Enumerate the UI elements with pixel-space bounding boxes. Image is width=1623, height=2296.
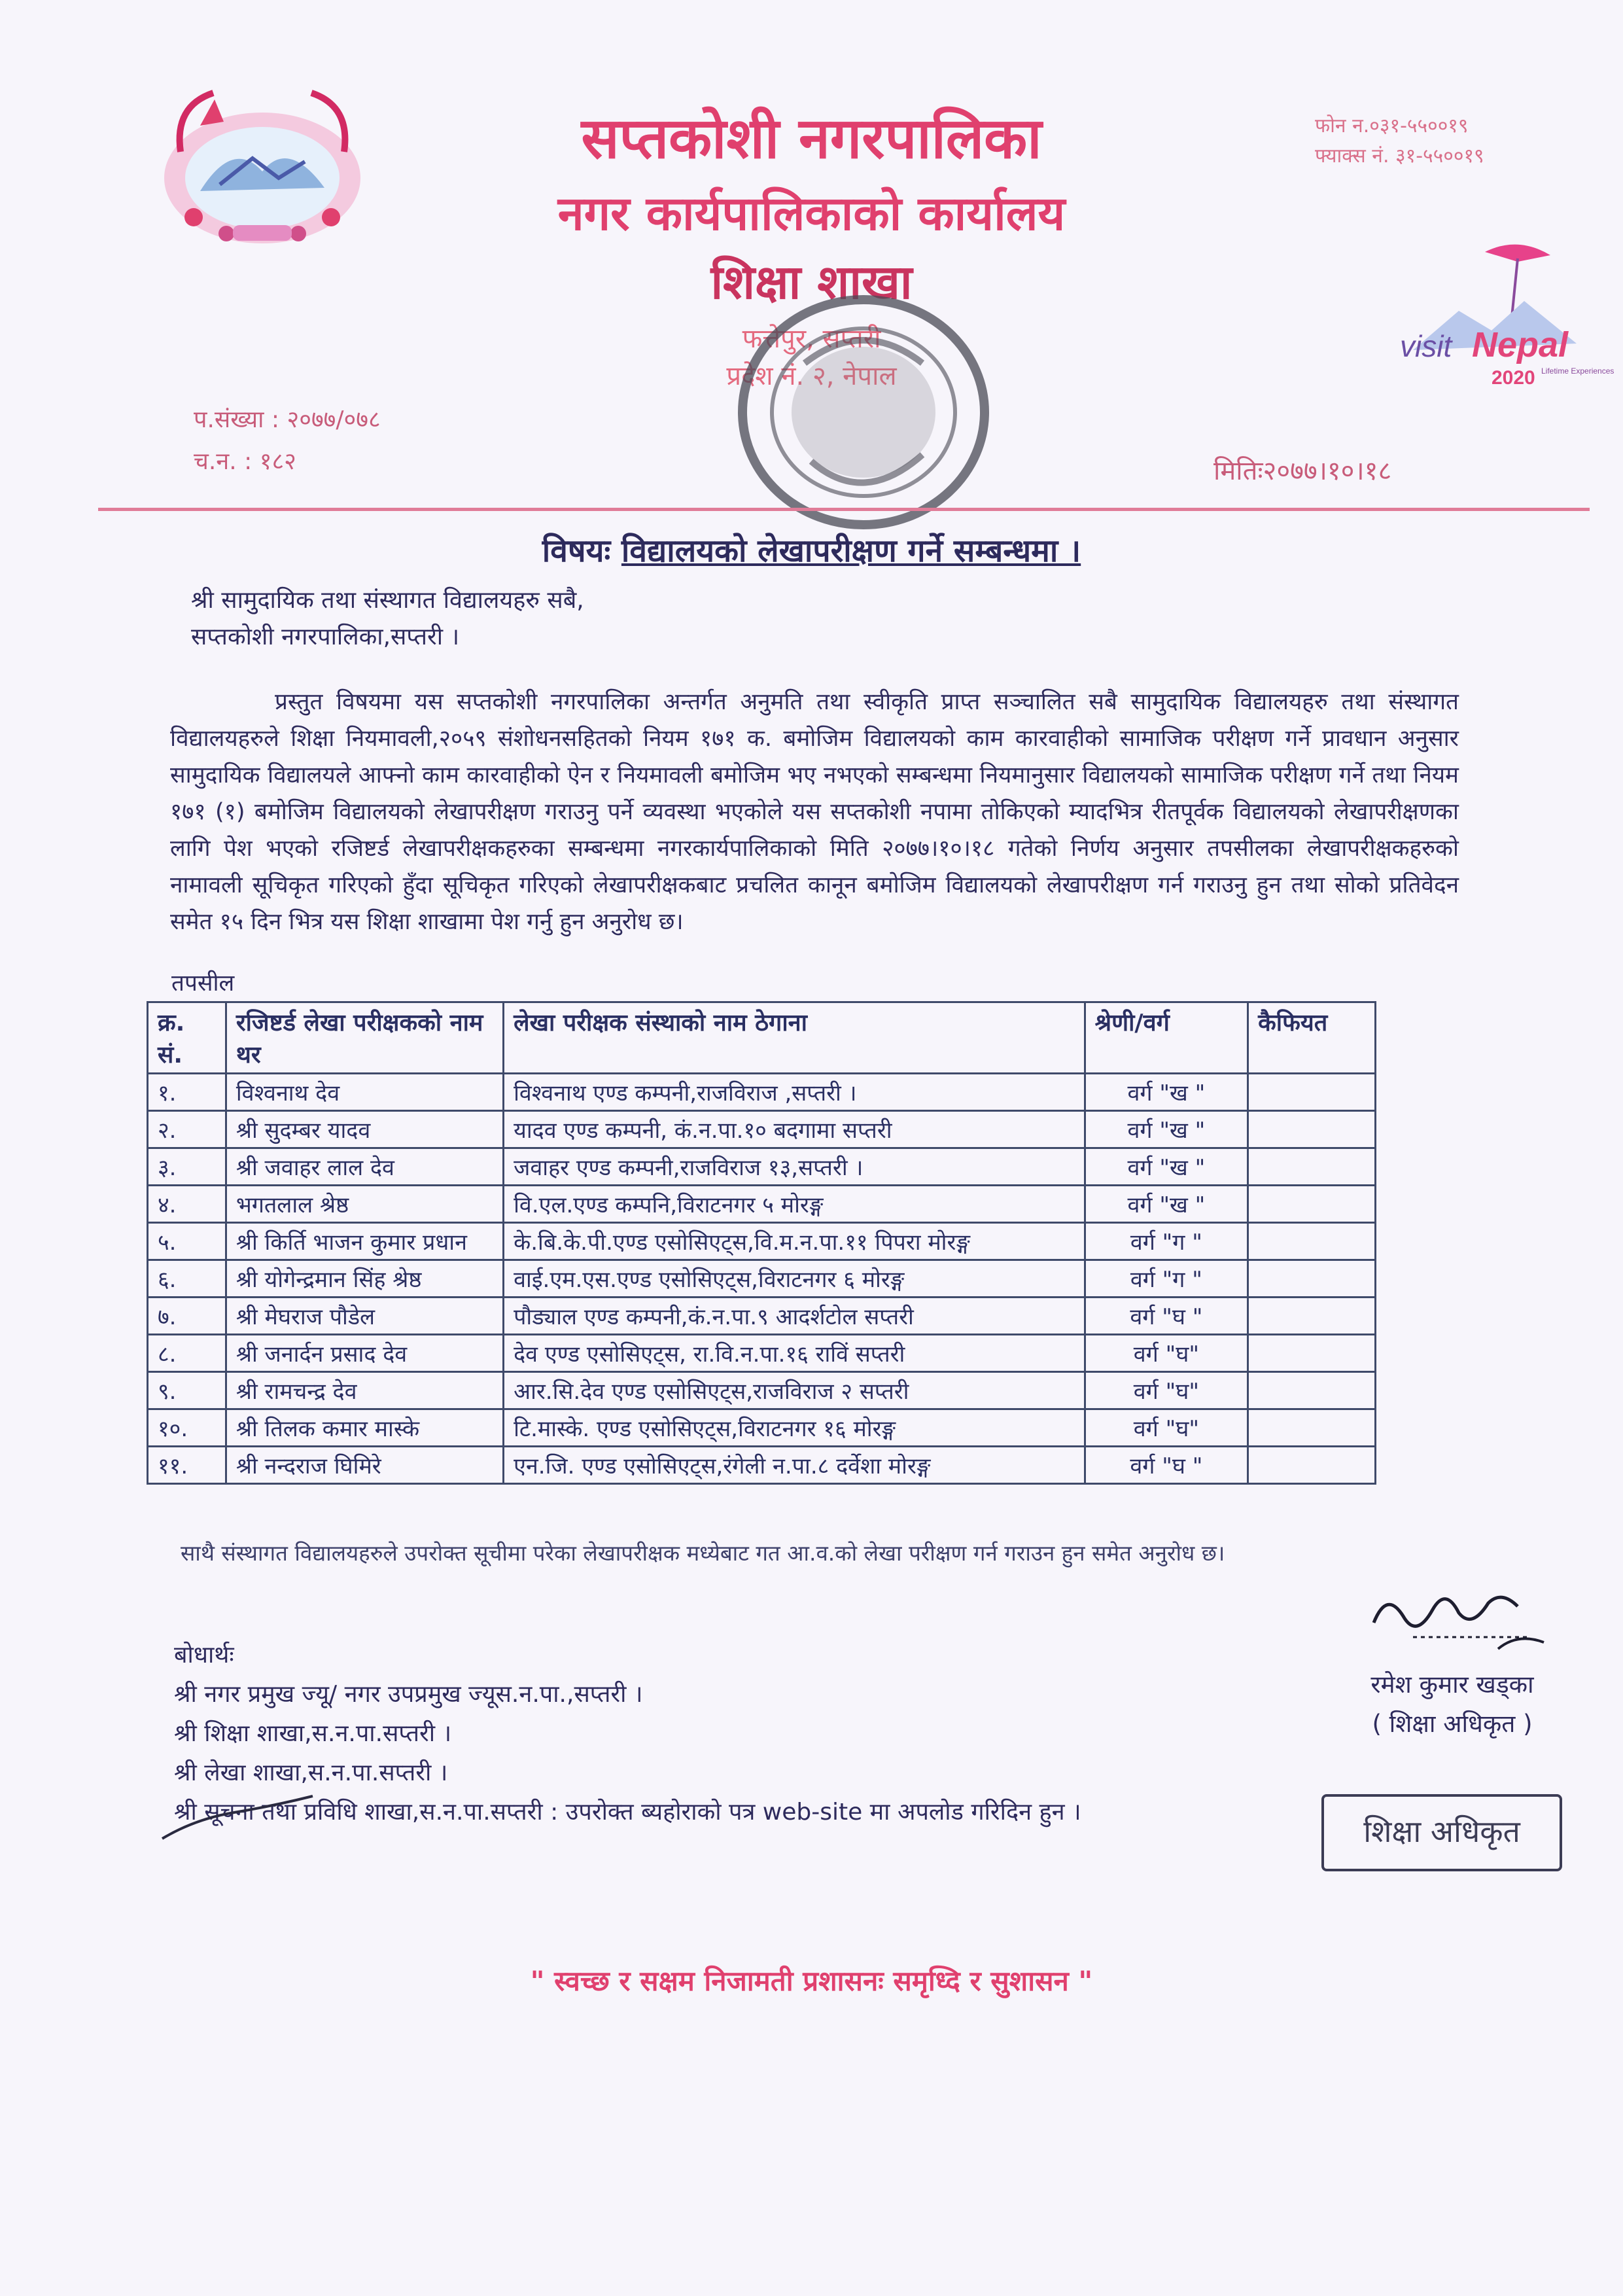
visit-text: visit <box>1400 329 1452 363</box>
class-cell: वर्ग "घ" <box>1085 1372 1248 1409</box>
serial-cell: ७. <box>148 1298 226 1335</box>
addressee-line-1: श्री सामुदायिक तथा संस्थागत विद्यालयहरु सबै, <box>191 587 584 614</box>
firm-address-cell: यादव एण्ड कम्पनी, कं.न.पा.१० बदगामा सप्तरी <box>504 1111 1085 1148</box>
remarks-cell <box>1248 1409 1376 1447</box>
col-remarks-header: कैफियत <box>1248 1002 1376 1074</box>
signatory-block <box>1348 1665 1557 1744</box>
table-row <box>148 1260 1376 1298</box>
class-cell: वर्ग "ख " <box>1085 1111 1248 1148</box>
table-row <box>148 1148 1376 1186</box>
serial-cell: ३. <box>148 1148 226 1186</box>
footer-motto: " स्वच्छ र सक्षम निजामती प्रशासनः समृध्दि र सुशासन " <box>530 1965 1093 1997</box>
office-name: नगर कार्यपालिकाको कार्यालय <box>557 186 1066 241</box>
col-class-header: श्रेणी/वर्ग <box>1085 1002 1248 1074</box>
table-row <box>148 1223 1376 1260</box>
schedule-label: तपसील <box>171 970 235 997</box>
copy-to-item: श्री शिक्षा शाखा,स.न.पा.सप्तरी । <box>174 1720 452 1747</box>
addressee <box>191 582 584 656</box>
serial-cell: ११. <box>148 1447 226 1484</box>
address-line-2: प्रदेश नं. २, नेपाल <box>726 361 897 391</box>
fax-number: फ्याक्स नं. ३१-५५००१९ <box>1315 145 1484 168</box>
firm-address-cell: के.बि.के.पी.एण्ड एसोसिएट्स,वि.म.न.पा.११ पिपरा मोरङ्ग <box>504 1223 1085 1260</box>
auditor-name-cell: श्री किर्ति भाजन कुमार प्रधान <box>226 1223 503 1260</box>
table-row <box>148 1186 1376 1223</box>
table-row <box>148 1447 1376 1484</box>
class-cell: वर्ग "ग " <box>1085 1223 1248 1260</box>
auditor-name-cell: श्री नन्दराज घिमिरे <box>226 1447 503 1484</box>
col-serial-header: क्र. सं. <box>148 1002 226 1074</box>
subject-text: विद्यालयको लेखापरीक्षण गर्ने सम्बन्धमा । <box>621 533 1081 569</box>
designation-stamp: शिक्षा अधिकृत <box>1321 1794 1562 1871</box>
table-row <box>148 1335 1376 1372</box>
serial-cell: ४. <box>148 1186 226 1223</box>
auditor-name-cell: भगतलाल श्रेष्ठ <box>226 1186 503 1223</box>
serial-cell: १. <box>148 1074 226 1111</box>
auditor-name-cell: श्री जवाहर लाल देव <box>226 1148 503 1186</box>
table-row <box>148 1409 1376 1447</box>
class-cell: वर्ग "घ" <box>1085 1409 1248 1447</box>
nepal-text: Nepal <box>1472 325 1569 364</box>
auditor-list-table <box>147 1001 1376 1485</box>
tagline-text: Lifetime Experiences <box>1541 366 1614 376</box>
copy-to-item: श्री सूचना तथा प्रविधि शाखा,स.न.पा.सप्तरी : उपरोक्त ब्यहोराको पत्र web-site मा अपलोड गरिदिन हुन । <box>174 1799 1081 1826</box>
copy-to-label: बोधार्थः <box>174 1642 234 1669</box>
table-row <box>148 1372 1376 1409</box>
firm-address-cell: वि.एल.एण्ड कम्पनि,विराटनगर ५ मोरङ्ग <box>504 1186 1085 1223</box>
serial-cell: ६. <box>148 1260 226 1298</box>
remarks-cell <box>1248 1372 1376 1409</box>
letter-number: प.संख्या : २०७७/०७८ <box>194 406 381 433</box>
table-row <box>148 1074 1376 1111</box>
signatory-name: रमेश कुमार खड्का <box>1370 1670 1534 1699</box>
address-line-1: फत्तेपुर, सप्तरी <box>742 324 881 354</box>
remarks-cell <box>1248 1186 1376 1223</box>
municipality-name: सप्तकोशी नगरपालिका <box>581 106 1042 171</box>
auditor-name-cell: श्री तिलक कमार मास्के <box>226 1409 503 1447</box>
remarks-cell <box>1248 1223 1376 1260</box>
auditor-name-cell: श्री जनार्दन प्रसाद देव <box>226 1335 503 1372</box>
letter-date: मितिः२०७७।१०।१८ <box>1213 456 1392 486</box>
header-divider <box>98 508 1590 511</box>
remarks-cell <box>1248 1335 1376 1372</box>
table-row <box>148 1111 1376 1148</box>
firm-address-cell: टि.मास्के. एण्ड एसोसिएट्स,विराटनगर १६ मोरङ्ग <box>504 1409 1085 1447</box>
contact-info <box>1315 111 1484 171</box>
office-seal-stamp <box>733 291 994 533</box>
serial-cell: १०. <box>148 1409 226 1447</box>
auditor-name-cell: श्री योगेन्द्रमान सिंह श्रेष्ठ <box>226 1260 503 1298</box>
firm-address-cell: पौड्याल एण्ड कम्पनी,कं.न.पा.९ आदर्शटोल सप्तरी <box>504 1298 1085 1335</box>
class-cell: वर्ग "ख " <box>1085 1186 1248 1223</box>
signatory-designation: ( शिक्षा अधिकृत ) <box>1372 1710 1533 1738</box>
firm-address-cell: विश्वनाथ एण्ड कम्पनी,राजविराज ,सप्तरी । <box>504 1074 1085 1111</box>
addressee-line-2: सप्तकोशी नगरपालिका,सप्तरी । <box>191 624 460 650</box>
copy-to-item: श्री नगर प्रमुख ज्यू/ नगर उपप्रमुख ज्यूस.न.पा.,सप्तरी । <box>174 1681 643 1708</box>
remarks-cell <box>1248 1111 1376 1148</box>
subject-label: विषयः <box>542 533 611 569</box>
pen-tick-mark <box>156 1793 319 1845</box>
serial-cell: २. <box>148 1111 226 1148</box>
firm-address-cell: वाई.एम.एस.एण्ड एसोसिएट्स,विराटनगर ६ मोरङ्ग <box>504 1260 1085 1298</box>
additional-request-note: साथै संस्थागत विद्यालयहरुले उपरोक्त सूचीमा परेका लेखापरीक्षक मध्येबाट गत आ.व.को लेखा परीक्षण गर्न गराउन हुन समेत अनुरोध छ। <box>181 1540 1225 1566</box>
remarks-cell <box>1248 1148 1376 1186</box>
remarks-cell <box>1248 1074 1376 1111</box>
handwritten-signature <box>1367 1577 1550 1655</box>
subject-line <box>0 529 1623 571</box>
class-cell: वर्ग "ग " <box>1085 1260 1248 1298</box>
remarks-cell <box>1248 1260 1376 1298</box>
dispatch-number: च.न. : १८२ <box>194 448 296 475</box>
body-paragraph: प्रस्तुत विषयमा यस सप्तकोशी नगरपालिका अन्तर्गत अनुमति तथा स्वीकृति प्राप्त सञ्चालित सबै सामुदायिक विद्यालयहरु तथा संस्थागत विद्यालयहरुले शिक्षा नियमावली,२०५९ संशोधनसहितको नियम १७१ क. बमोजिम विद्यालयको काम कारवाहीको सामाजिक परीक्षण गर्ने प्रावधान अनुसार सामुदायिक विद्यालयले आफ्नो काम कारवाहीको ऐन र नियमावली बमोजिम भए नभएको सम्बन्धमा नियमानुसार विद्यालयको सामाजिक परीक्षण गर्ने तथा नियम १७१ (१) बमोजिम विद्यालयको लेखापरीक्षण गराउनु पर्ने व्यवस्था भएकोले यस सप्तकोशी नपामा तोकिएको म्यादभित्र रीतपूर्वक विद्यालयको लेखापरीक्षणका लागि पेश भएको रजिष्टर्ड लेखापरीक्षकहरुका सम्बन्धमा नगरकार्यपालिकाको मिति २०७७।१०।१८ गतेको निर्णय अनुसार तपसीलका लेखापरीक्षकहरुको नामावली सूचिकृत गरिएको हुँदा सूचिकृत गरिएको लेखापरीक्षकबाट प्रचलित कानून बमोजिम विद्यालयको लेखापरीक्षण गर्न गराउनु हुन तथा सोको प्रतिवेदन समेत १५ दिन भित्र यस शिक्षा शाखामा पेश गर्नु हुन अनुरोध छ। <box>170 689 1459 935</box>
firm-address-cell: जवाहर एण्ड कम्पनी,राजविराज १३,सप्तरी । <box>504 1148 1085 1186</box>
year-text: 2020 <box>1492 367 1535 389</box>
class-cell: वर्ग "घ " <box>1085 1298 1248 1335</box>
serial-cell: ९. <box>148 1372 226 1409</box>
class-cell: वर्ग "घ" <box>1085 1335 1248 1372</box>
col-auditor-name-header: रजिष्टर्ड लेखा परीक्षकको नाम थर <box>226 1002 503 1074</box>
section-name: शिक्षा शाखा <box>710 255 913 309</box>
auditor-name-cell: विश्वनाथ देव <box>226 1074 503 1111</box>
auditor-name-cell: श्री मेघराज पौडेल <box>226 1298 503 1335</box>
remarks-cell <box>1248 1298 1376 1335</box>
firm-address-cell: एन.जि. एण्ड एसोसिएट्स,रंगेली न.पा.८ दर्वेशा मोरङ्ग <box>504 1447 1085 1484</box>
table-header-row <box>148 1002 1376 1074</box>
class-cell: वर्ग "ख " <box>1085 1148 1248 1186</box>
table-row <box>148 1298 1376 1335</box>
remarks-cell <box>1248 1447 1376 1484</box>
copy-to-item: श्री लेखा शाखा,स.न.पा.सप्तरी । <box>174 1759 448 1786</box>
col-firm-address-header: लेखा परीक्षक संस्थाको नाम ठेगाना <box>504 1002 1085 1074</box>
visit-nepal-2020-logo <box>1387 239 1614 389</box>
auditor-name-cell: श्री रामचन्द्र देव <box>226 1372 503 1409</box>
reference-block <box>194 399 381 483</box>
class-cell: वर्ग "ख " <box>1085 1074 1248 1111</box>
auditor-name-cell: श्री सुदम्बर यादव <box>226 1111 503 1148</box>
firm-address-cell: आर.सि.देव एण्ड एसोसिएट्स,राजविराज २ सप्तरी <box>504 1372 1085 1409</box>
class-cell: वर्ग "घ " <box>1085 1447 1248 1484</box>
phone-number: फोन न.०३१-५५००१९ <box>1315 115 1469 137</box>
serial-cell: ५. <box>148 1223 226 1260</box>
firm-address-cell: देव एण्ड एसोसिएट्स, रा.वि.न.पा.१६ राविं सप्तरी <box>504 1335 1085 1372</box>
letter-body <box>170 684 1459 940</box>
serial-cell: ८. <box>148 1335 226 1372</box>
